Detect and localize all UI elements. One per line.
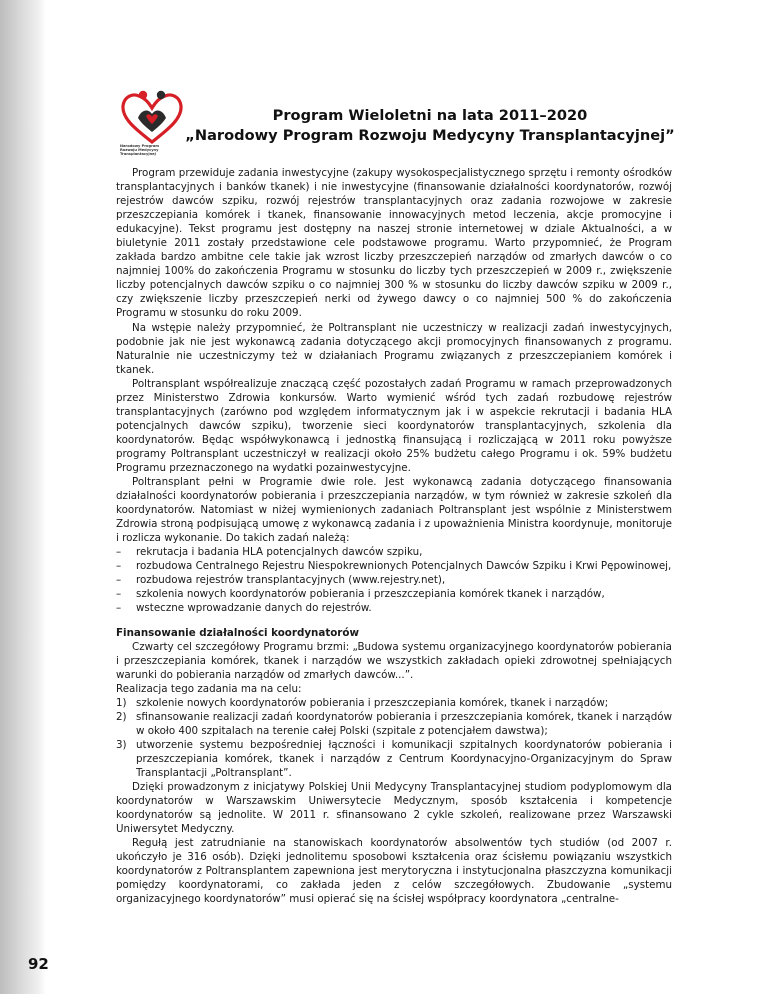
section-heading: Finansowanie działalności koordynatorów [116,626,359,639]
number-marker: 2) [116,710,127,723]
logo-caption-line: Transplantacyjnej [120,152,156,157]
paragraph: Program przewiduje zadania inwestycyjne (zakupy wysokospecjalistycznego sprzętu i remonty ośrodków transplantacyjnych i banków tkanek) i nie inwestycyjne (finansowanie działalności koordynatorów, rozwój rejestrów dawców szpiku, rozwój rejestrów transplantacyjnych oraz zadania rozwojowe w zakresie przeszczepiania komórek i tkanek, finansowanie innowacyjnych metod leczenia, akcje promocyjne i edukacyjne). Tekst programu jest dostępny na naszej stronie internetowej w dziale Aktualności, a w biuletynie 2011 zostały przedstawione cele podstawowe programu. Warto przypomnieć, że Program zakłada bardzo ambitne cele takie jak wzrost liczby przeszczepień narządów od zmarłych dawców o co najmniej 100% do zakończenia Programu w stosunku do liczby tych przeszczepień w 2009 r., zwiększenie liczby potencjalnych dawców szpiku o co najmniej 300 % w stosunku do liczby dawców szpiku w 2009 r., czy zwiększenie liczby przeszczepień nerki od żywego dawcy o co najmniej 500 % do zakończenia Programu w stosunku do roku 2009. [116,167,672,320]
paragraph: Poltransplant pełni w Programie dwie role. Jest wykonawcą zadania dotyczącego finansowania działalności koordynatorów pobierania i przeszczepiania narządów, w tym również w zakresie szkoleń dla koordynatorów. Natomiast w niżej wymienionych zadaniach Poltransplant jest wspólnie z Ministerstwem Zdrowia stroną podpisującą umowę z wykonawcą zadania i z upoważnienia Ministra koordynuje, monitoruje i rozlicza wykonanie. Do takich zadań należą: [116,476,672,545]
page-gutter [0,0,46,994]
list-item-text: rekrutacja i badania HLA potencjalnych dawców szpiku, [136,546,423,559]
dash-marker: – [116,560,122,573]
page-title-line-1: Program Wieloletni na lata 2011–2020 [272,107,588,124]
list-item [116,545,672,559]
list-item-text: wsteczne wprowadzanie danych do rejestrów. [136,602,372,615]
numbered-item-text: szkolenie nowych koordynatorów pobierania i przeszczepiania komórek, tkanek i narządów; [136,696,609,709]
paragraph: Na wstępie należy przypomnieć, że Poltransplant nie uczestniczy w realizacji zadań inwestycyjnych, podobnie jak nie jest wykonawcą zadania dotyczącego akcji promocyjnych finansowanych z programu. Naturalnie nie uczestniczymy też w działaniach Programu związanych z przeszczepianiem komórek i tkanek. [116,321,672,376]
dash-marker: – [116,574,122,587]
numbered-item-text: utworzenie systemu bezpośredniej łączności i komunikacji szpitalnych koordynatorów pobierania i przeszczepiania komórek, tkanek i narządów z Centrum Koordynacyjno-Organizacyjnym do Spraw Transplantacji „Poltransplant”. [136,738,672,779]
paragraph: Regułą jest zatrudnianie na stanowiskach koordynatorów absolwentów tych studiów (od 2007 r. ukończyło je 316 osób). Dzięki jednolitemu sposobowi kształcenia oraz ścisłemu powiązaniu wszystkich koordynatorów z Poltransplantem zapewniona jest merytoryczna i instytucjonalna płaszczyzna komunikacji pomiędzy koordynatorami, co zakłada jeden z celów szczegółowych. Zbudowanie „systemu organizacyjnego koordynatorów” musi opierać się na ścisłej współpracy koordynatora „centralne- [116,837,672,906]
logo-caption-line: Rozwoju Medycyny [120,148,159,153]
list-item-text: szkolenia nowych koordynatorów pobierania i przeszczepiania komórek tkanek i narządów, [136,588,605,601]
paragraph: Dzięki prowadzonym z inicjatywy Polskiej Unii Medycyny Transplantacyjnej studiom podyplomowym dla koordynatorów w Warszawskim Uniwersytecie Medycznym, sposób kształcenia i kompetencje koordynatorów są jednolite. W 2011 r. sfinansowano 2 cykle szkoleń, realizowane przez Warszawski Uniwersytet Medyczny. [116,781,672,836]
list-item [116,573,672,587]
number-marker: 1) [116,696,127,709]
numbered-item-text: sfinansowanie realizacji zadań koordynatorów pobierania i przeszczepiania komórek, tkanek i narządów w około 400 szpitalach na terenie całej Polski (szpitale z potencjałem dawstwa); [136,710,672,737]
logo-caption-line: Narodowy Program [120,144,160,148]
dash-marker: – [116,588,122,601]
article-body [116,166,672,906]
page-number: 92 [28,955,49,973]
paragraph: Poltransplant współrealizuje znaczącą część pozostałych zadań Programu w ramach przeprowadzonych przez Ministerstwo Zdrowia konkursów. Warto wymienić wśród tych zadań rozbudowę rejestrów transplantacyjnych (zarówno pod względem informatycznym jak i w aspekcie rekrutacji i badania HLA potencjalnych dawców szpiku), tworzenie sieci koordynatorów transplantacyjnych, szkolenia dla koordynatorów. Będąc współwykonawcą i jednostką finansującą i rozliczającą w 2011 roku powyższe programy Poltransplant uczestniczył w realizacji około 25% budżetu całego Programu i ok. 59% budżetu Programu przeznaczonego na wydatki pozainwestycyjne. [116,377,672,474]
numbered-item [116,710,672,738]
number-marker: 3) [116,738,127,751]
list-item [116,559,672,573]
list-item-text: rozbudowa Centralnego Rejestru Niespokrewnionych Potencjalnych Dawców Szpiku i Krwi Pępowinowej, [136,560,672,573]
numbered-item [116,738,672,780]
goals-list [116,696,672,780]
page-title-line-2: „Narodowy Program Rozwoju Medycyny Transplantacyjnej” [185,127,675,144]
list-item [116,587,672,601]
dash-marker: – [116,602,122,615]
numbered-item [116,696,672,710]
list-item-text: rozbudowa rejestrów transplantacyjnych (www.rejestry.net), [136,574,446,587]
task-list [116,545,672,615]
list-item [116,601,672,615]
paragraph: Czwarty cel szczegółowy Programu brzmi: „Budowa systemu organizacyjnego koordynatorów pobierania i przeszczepiania komórek, tkanek i narządów we wszystkich zakładach opieki zdrowotnej spełniających warunki do pobierania narządów od zmarłych dawców...”. [116,640,672,681]
paragraph: Realizacja tego zadania ma na celu: [116,682,302,695]
dash-marker: – [116,546,122,559]
